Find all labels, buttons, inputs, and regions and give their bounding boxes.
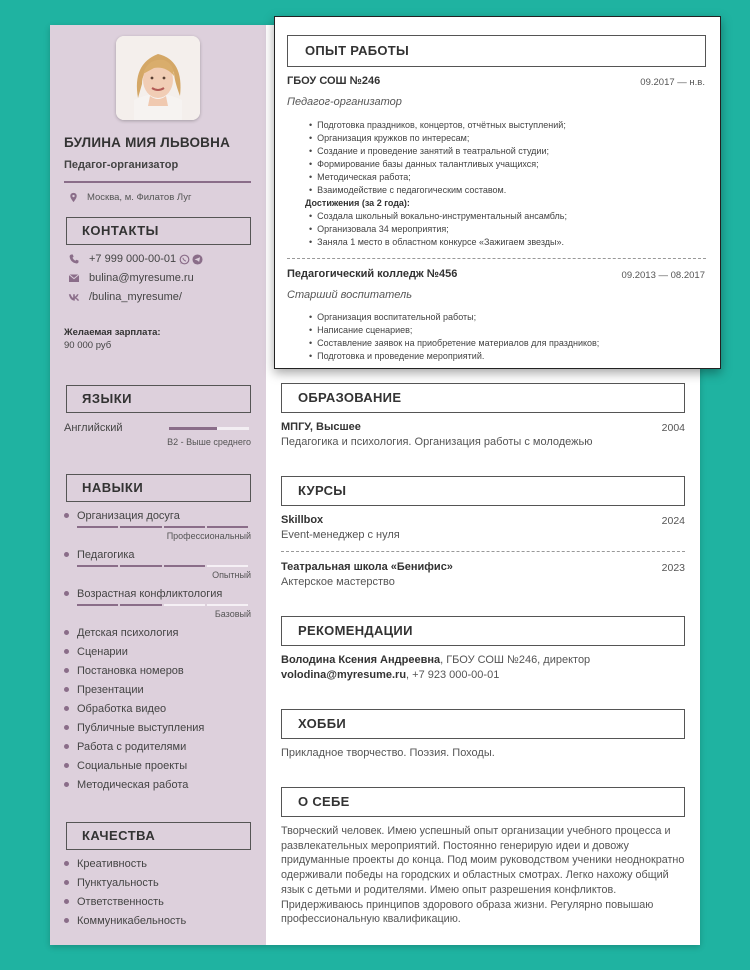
quality-item: Креативность <box>64 858 147 870</box>
quality-item: Пунктуальность <box>64 877 159 889</box>
job-divider <box>287 258 706 259</box>
phone-number[interactable]: +7 999 000-00-01 <box>89 253 177 265</box>
list-item: • Создание и проведение занятий в театральной студии; <box>309 145 566 158</box>
sidebar <box>50 25 266 945</box>
contact-vk <box>68 291 182 303</box>
language-level-bar <box>169 427 249 430</box>
course-year: 2023 <box>661 562 685 574</box>
whatsapp-icon[interactable] <box>179 254 190 265</box>
contact-email <box>68 272 194 284</box>
skill-item: Обработка видео <box>64 703 166 715</box>
list-item: • Написание сценариев; <box>309 324 599 337</box>
job-org: Педагогический колледж №456 <box>287 268 458 280</box>
skill-bar-segment <box>164 526 205 528</box>
skill-item: Возрастная конфликтология <box>64 588 222 600</box>
skill-bar-segment <box>120 604 161 606</box>
skill-bar-segment <box>120 565 161 567</box>
skill-bar-segment <box>164 565 205 567</box>
list-item: • Подготовка праздников, концертов, отчётных выступлений; <box>309 119 566 132</box>
list-item: • Создала школьный вокально-инструментальный ансамбль; <box>309 210 567 223</box>
skill-item: Работа с родителями <box>64 741 186 753</box>
list-item: • Организовала 34 мероприятия; <box>309 223 567 236</box>
skill-item: Публичные выступления <box>64 722 204 734</box>
contacts-heading: КОНТАКТЫ <box>66 217 251 245</box>
experience-heading: ОПЫТ РАБОТЫ <box>287 35 706 67</box>
job-role: Старший воспитатель <box>287 289 412 301</box>
qualities-heading: КАЧЕСТВА <box>66 822 251 850</box>
language-level: B2 - Выше среднего <box>167 437 251 447</box>
contact-phone <box>68 253 203 265</box>
list-item: • Организация воспитательной работы; <box>309 311 599 324</box>
quality-item: Ответственность <box>64 896 164 908</box>
recommendation-person <box>281 654 590 666</box>
education-field: Педагогика и психология. Организация работы с молодежью <box>281 436 593 448</box>
skill-item: Методическая работа <box>64 779 188 791</box>
location <box>68 192 191 203</box>
list-item: • Организация кружков по интересам; <box>309 132 566 145</box>
about-text: Творческий человек. Имею успешный опыт организации учебного процесса и развлекательных мероприятий. Постоянно генерирую идеи и довожу придуманные проекты до конца. Под моим руководством ученики неоднократно одерживали победы на городских и областных смотрах. Легко нахожу общий язык с детьми и родителями. Имею опыт разрешения конфликтов. Придерживаюсь принципов здорового образа жизни. Регулярно повышаю профессиональную квалификацию. <box>281 825 685 926</box>
list-item: • Формирование базы данных талантливых учащихся; <box>309 158 566 171</box>
skill-bar-segment <box>77 604 118 606</box>
skills-heading: НАВЫКИ <box>66 474 251 502</box>
location-text: Москва, м. Филатов Луг <box>87 192 192 203</box>
skill-item: Социальные проекты <box>64 760 187 772</box>
job-achievements <box>309 210 567 249</box>
email-link[interactable]: bulina@myresume.ru <box>89 272 194 284</box>
course-divider <box>281 551 685 552</box>
education-heading: ОБРАЗОВАНИЕ <box>281 383 685 413</box>
skill-item: Сценарии <box>64 646 128 658</box>
skill-bar-segment <box>164 604 205 606</box>
education-school: МПГУ, Высшее <box>281 421 361 433</box>
profile-photo <box>116 36 200 120</box>
email-icon <box>68 272 80 284</box>
job-duties <box>309 119 566 198</box>
recommender-org: , ГБОУ СОШ №246, директор <box>440 654 591 666</box>
recommendation-contact <box>281 669 499 681</box>
about-heading: О СЕБЕ <box>281 787 685 817</box>
skill-level: Профессиональный <box>166 531 251 541</box>
divider <box>64 181 251 183</box>
salary-value: 90 000 руб <box>64 340 112 351</box>
job-org: ГБОУ СОШ №246 <box>287 75 381 87</box>
course-name: Театральная школа «Бенифис» <box>281 561 453 573</box>
hobbies-text: Прикладное творчество. Поэзия. Походы. <box>281 747 495 759</box>
location-pin-icon <box>68 192 79 203</box>
skill-item: Педагогика <box>64 549 135 561</box>
course-name: Skillbox <box>281 514 324 526</box>
salary-label: Желаемая зарплата: <box>64 327 161 338</box>
telegram-icon[interactable] <box>192 254 203 265</box>
skill-item: Презентации <box>64 684 144 696</box>
vk-link[interactable]: /bulina_myresume/ <box>89 291 182 303</box>
recommendations-heading: РЕКОМЕНДАЦИИ <box>281 616 685 646</box>
skill-item: Организация досуга <box>64 510 180 522</box>
skill-level: Опытный <box>212 570 251 580</box>
skill-level: Базовый <box>214 609 251 619</box>
list-item: • Подготовка и проведение мероприятий. <box>309 350 599 363</box>
language-name: Английский <box>64 422 123 434</box>
list-item: • Заняла 1 место в областном конкурсе «Зажигаем звезды». <box>309 236 567 249</box>
course-desc: Event-менеджер с нуля <box>281 529 400 541</box>
list-item: • Взаимодействие с педагогическим составом. <box>309 184 566 197</box>
language-level-fill <box>169 427 217 430</box>
languages-heading: ЯЗЫКИ <box>66 385 251 413</box>
education-year: 2004 <box>661 422 685 434</box>
quality-item: Коммуникабельность <box>64 915 186 927</box>
experience-card <box>274 16 721 369</box>
course-desc: Актерское мастерство <box>281 576 395 588</box>
job-duties <box>309 311 599 363</box>
skill-level-bars <box>77 565 248 567</box>
skill-item: Постановка номеров <box>64 665 184 677</box>
job-dates: 09.2017 — н.в. <box>640 77 705 88</box>
job-title: Педагог-организатор <box>64 159 179 171</box>
list-item: • Методическая работа; <box>309 171 566 184</box>
courses-heading: КУРСЫ <box>281 476 685 506</box>
skill-bar-segment <box>207 565 248 567</box>
skill-bar-segment <box>77 565 118 567</box>
skill-bar-segment <box>120 526 161 528</box>
job-role: Педагог-организатор <box>287 96 402 108</box>
skill-bar-segment <box>207 604 248 606</box>
full-name: БУЛИНА МИЯ ЛЬВОВНА <box>64 135 231 150</box>
skill-bar-segment <box>77 526 118 528</box>
skill-level-bars <box>77 604 248 606</box>
skill-level-bars <box>77 526 248 528</box>
recommender-name: Володина Ксения Андреевна <box>281 654 441 666</box>
phone-icon <box>68 253 80 265</box>
recommender-phone: , +7 923 000-00-01 <box>406 669 500 681</box>
achievements-title: Достижения (за 2 года): <box>305 198 410 208</box>
vk-icon <box>68 291 80 303</box>
skill-item: Детская психология <box>64 627 178 639</box>
skill-bar-segment <box>207 526 248 528</box>
job-dates: 09.2013 — 08.2017 <box>621 270 705 281</box>
hobbies-heading: ХОББИ <box>281 709 685 739</box>
course-year: 2024 <box>661 515 685 527</box>
list-item: • Составление заявок на приобретение материалов для праздников; <box>309 337 599 350</box>
recommender-email[interactable]: volodina@myresume.ru <box>281 669 407 681</box>
